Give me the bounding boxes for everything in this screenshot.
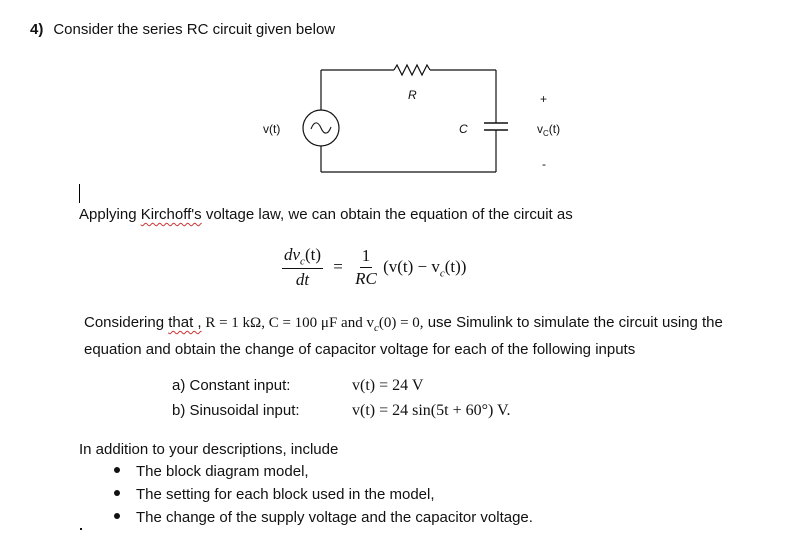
spellcheck-word: Kirchoff's	[140, 206, 202, 223]
bullet-icon	[114, 467, 120, 473]
rc-circuit-diagram	[250, 58, 561, 178]
equals-sign: =	[333, 256, 343, 276]
rhs-parenthesis: $(v(t) - v_c(t))$	[383, 256, 467, 279]
differential-equation	[282, 245, 466, 290]
bullet-icon	[114, 490, 120, 496]
input-label: b) Sinusoidal input:	[172, 402, 300, 419]
stray-mark	[80, 528, 82, 530]
include-intro: In addition to your descriptions, include	[79, 441, 339, 458]
bullet-icon	[114, 513, 120, 519]
minus-sign: -	[542, 157, 546, 171]
input-item-sinusoidal	[172, 402, 511, 419]
text-cursor	[79, 184, 80, 203]
question-title: Consider the series RC circuit given below	[53, 21, 336, 38]
include-item: The setting for each block used in the model,	[114, 486, 435, 503]
question-heading	[30, 21, 335, 38]
capacitor-label: C	[459, 122, 468, 136]
input-value: v(t) = 24 V	[352, 377, 424, 394]
considering-paragraph: Considering that , R = 1 kΩ, C = 100 μF and $v_c(0) = 0$, use Simulink to simulate the circuit using the equation and obtain the change of capacitor voltage for each of the following inputs	[84, 314, 723, 358]
input-value: v(t) = 24 sin(5t + 60°) V.	[352, 402, 511, 419]
input-item-constant	[172, 377, 424, 394]
lhs-fraction: $\frac{dv_c(t)}{dt}$	[284, 245, 321, 290]
question-number: 4)	[30, 21, 44, 38]
include-item: The block diagram model,	[114, 463, 309, 480]
include-item: The change of the supply voltage and the capacitor voltage.	[114, 509, 533, 526]
spellcheck-phrase: that ,	[168, 314, 202, 331]
intro-paragraph: Applying Kirchoff's voltage law, we can obtain the equation of the circuit as	[79, 206, 573, 223]
capacitor-voltage-label: $v_C(t)$	[537, 122, 561, 138]
plus-sign: +	[540, 92, 548, 106]
resistor-label: R	[408, 88, 417, 102]
input-label: a) Constant input:	[172, 377, 291, 394]
resistor-symbol	[394, 65, 430, 75]
source-label: v(t)	[263, 122, 281, 136]
rhs-fraction: $\frac{1}{RC}$	[355, 246, 377, 289]
